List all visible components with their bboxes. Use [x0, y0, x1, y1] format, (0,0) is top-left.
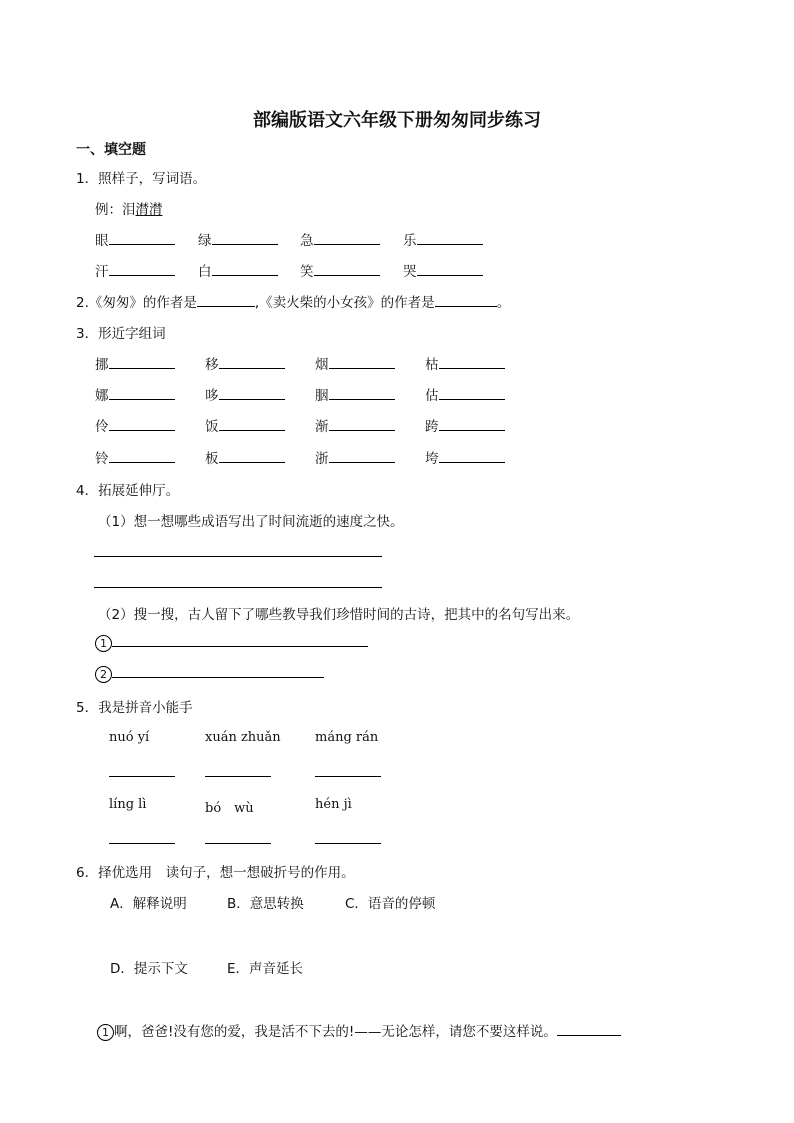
q3-item [315, 353, 395, 373]
sentence-text: 啊，爸爸!没有您的爱，我是活不下去的!——无论怎样，请您不要这样说。 [114, 1024, 557, 1040]
answer-blank[interactable] [112, 664, 324, 678]
section-heading: 一、填空题 [76, 142, 146, 158]
answer-blank[interactable] [109, 386, 175, 400]
q4-answer-2 [95, 664, 324, 683]
q1-char: 绿 [198, 233, 212, 249]
q3-char: 移 [205, 357, 219, 373]
answer-blank[interactable] [219, 355, 285, 369]
q4-answer-1 [95, 633, 368, 652]
q1-char: 眼 [95, 233, 109, 249]
answer-blank[interactable] [109, 449, 175, 463]
q3-item [95, 415, 175, 435]
q1-char: 哭 [403, 264, 417, 280]
pinyin-label: bó wù [205, 801, 254, 816]
q3-item [205, 384, 285, 404]
q1-char: 汗 [95, 264, 109, 280]
answer-line[interactable] [205, 776, 271, 777]
q1-row1-item [300, 229, 380, 249]
question-4-sub2: （2）搜一搜，古人留下了哪些教导我们珍惜时间的古诗，把其中的名句写出来。 [98, 607, 580, 623]
answer-blank[interactable] [109, 355, 175, 369]
option-b: B．意思转换 [227, 896, 304, 912]
q1-char: 乐 [403, 233, 417, 249]
question-1-prompt: 1．照样子，写词语。 [76, 171, 207, 187]
answer-blank[interactable] [219, 417, 285, 431]
answer-blank[interactable] [314, 231, 380, 245]
example-prefix: 例：泪 [95, 202, 136, 218]
question-3-prompt: 3．形近字组词 [76, 326, 166, 342]
option-d: D．提示下文 [110, 961, 188, 977]
q1-row1-item [403, 229, 483, 249]
circled-number: 1 [97, 1024, 114, 1041]
circled-number: 2 [95, 666, 112, 683]
q3-item [95, 447, 175, 467]
q1-row2-item [300, 260, 380, 280]
q3-char: 胭 [315, 388, 329, 404]
q3-item [315, 447, 395, 467]
q3-item [425, 353, 505, 373]
answer-blank[interactable] [219, 449, 285, 463]
q3-item [425, 415, 505, 435]
q3-item [205, 353, 285, 373]
q3-char: 估 [425, 388, 439, 404]
page-title: 部编版语文六年级下册匆匆同步练习 [253, 110, 541, 131]
q3-item [95, 353, 175, 373]
circled-number: 1 [95, 635, 112, 652]
option-c: C．语音的停顿 [345, 896, 436, 912]
q3-char: 伶 [95, 419, 109, 435]
q1-char: 急 [300, 233, 314, 249]
answer-blank[interactable] [557, 1022, 621, 1036]
pinyin-label: máng rán [315, 730, 379, 745]
answer-line[interactable] [94, 587, 382, 588]
answer-blank[interactable] [439, 386, 505, 400]
q3-item [425, 447, 505, 467]
answer-blank[interactable] [219, 386, 285, 400]
q3-char: 枯 [425, 357, 439, 373]
q3-char: 挪 [95, 357, 109, 373]
question-6-prompt: 6．择优选用 读句子，想一想破折号的作用。 [76, 865, 355, 881]
q3-item [315, 415, 395, 435]
q1-char: 白 [198, 264, 212, 280]
answer-blank[interactable] [439, 417, 505, 431]
question-5-prompt: 5．我是拼音小能手 [76, 700, 193, 716]
question-4-sub1: （1）想一想哪些成语写出了时间流逝的速度之快。 [98, 514, 404, 530]
pinyin-label: xuán zhuǎn [205, 730, 281, 745]
answer-blank[interactable] [329, 355, 395, 369]
answer-blank[interactable] [439, 449, 505, 463]
pinyin-label: nuó yí [109, 730, 150, 745]
q3-item [425, 384, 505, 404]
answer-blank[interactable] [112, 633, 368, 647]
q1-char: 笑 [300, 264, 314, 280]
q1-row2-item [198, 260, 278, 280]
question-2 [76, 291, 510, 311]
answer-blank[interactable] [417, 231, 483, 245]
q3-char: 铃 [95, 451, 109, 467]
answer-line[interactable] [94, 556, 382, 557]
q1-row2-item [95, 260, 175, 280]
answer-blank[interactable] [197, 293, 255, 307]
answer-blank[interactable] [329, 386, 395, 400]
answer-blank[interactable] [109, 231, 175, 245]
q3-item [205, 447, 285, 467]
q3-char: 垮 [425, 451, 439, 467]
answer-blank[interactable] [417, 262, 483, 276]
q3-item [315, 384, 395, 404]
q3-char: 跨 [425, 419, 439, 435]
q1-row1-item [95, 229, 175, 249]
question-2-text: 2.《匆匆》的作者是 [76, 295, 197, 311]
option-a: A．解释说明 [110, 896, 187, 912]
question-4-prompt: 4．拓展延伸厅。 [76, 483, 180, 499]
question-1-example [95, 198, 163, 218]
q3-char: 哆 [205, 388, 219, 404]
q3-char: 渐 [315, 419, 329, 435]
q3-item [95, 384, 175, 404]
q3-char: 娜 [95, 388, 109, 404]
q1-row2-item [403, 260, 483, 280]
question-2-text: ,《卖火柴的小女孩》的作者是 [254, 295, 435, 311]
answer-blank[interactable] [212, 262, 278, 276]
answer-line[interactable] [205, 843, 271, 844]
option-e: E．声音延长 [227, 961, 304, 977]
q3-char: 饭 [205, 419, 219, 435]
pinyin-label: líng lì [109, 797, 147, 812]
answer-blank[interactable] [212, 231, 278, 245]
q3-char: 烟 [315, 357, 329, 373]
q3-char: 浙 [315, 451, 329, 467]
answer-line[interactable] [315, 843, 381, 844]
pinyin-label: hén jì [315, 797, 352, 812]
example-word: 潸潸 [135, 202, 163, 218]
answer-blank[interactable] [439, 355, 505, 369]
answer-line[interactable] [315, 776, 381, 777]
answer-blank[interactable] [329, 449, 395, 463]
answer-blank[interactable] [435, 293, 497, 307]
question-6-item-1 [97, 1020, 621, 1041]
answer-blank[interactable] [314, 262, 380, 276]
answer-blank[interactable] [109, 262, 175, 276]
answer-blank[interactable] [329, 417, 395, 431]
answer-blank[interactable] [109, 417, 175, 431]
q1-row1-item [198, 229, 278, 249]
question-2-text: 。 [496, 295, 511, 311]
answer-line[interactable] [109, 843, 175, 844]
answer-line[interactable] [109, 776, 175, 777]
q3-char: 板 [205, 451, 219, 467]
q3-item [205, 415, 285, 435]
